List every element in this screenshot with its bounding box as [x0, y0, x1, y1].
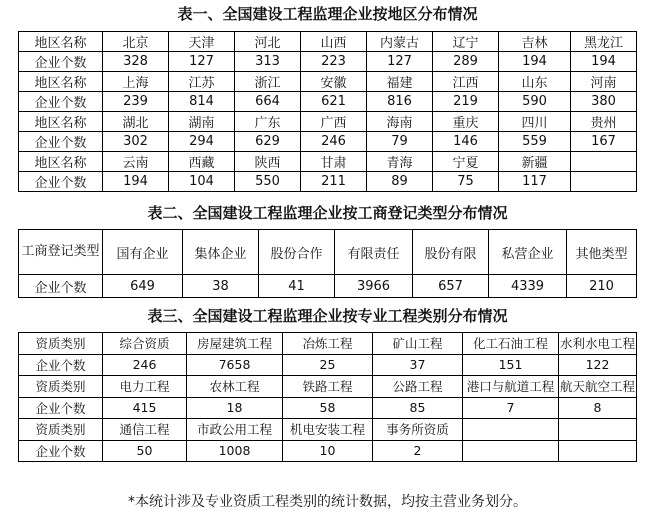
count-cell: 210	[567, 275, 637, 298]
region-count-cell: 79	[367, 132, 433, 152]
qualification-type-cell: 公路工程	[373, 376, 463, 398]
region-name-cell: 山西	[301, 32, 367, 52]
qualification-count-cell: 18	[187, 397, 283, 419]
region-count-row	[19, 92, 637, 112]
row-label-cell: 企业个数	[19, 172, 103, 192]
region-count-cell: 550	[235, 172, 301, 192]
region-count-cell: 219	[433, 92, 499, 112]
region-name-cell: 辽宁	[433, 32, 499, 52]
region-count-cell: 89	[367, 172, 433, 192]
region-name-cell: 上海	[103, 72, 169, 92]
region-name-row	[19, 152, 637, 172]
type-cell: 国有企业	[103, 230, 183, 275]
qualification-count-cell: 37	[373, 354, 463, 376]
qualification-count-cell: 246	[103, 354, 187, 376]
region-name-cell: 湖北	[103, 112, 169, 132]
row-label-cell: 地区名称	[19, 32, 103, 52]
row-label-cell: 地区名称	[19, 72, 103, 92]
row-label-cell: 企业个数	[19, 354, 103, 376]
region-name-cell: 江西	[433, 72, 499, 92]
qualification-type-cell: 房屋建筑工程	[187, 333, 283, 355]
qualification-type-cell: 水利水电工程	[559, 333, 637, 355]
row-label-cell: 企业个数	[19, 440, 103, 462]
row-label-cell: 资质类别	[19, 376, 103, 398]
row-label-cell: 企业个数	[19, 92, 103, 112]
qualification-count-cell	[559, 440, 637, 462]
region-count-cell: 146	[433, 132, 499, 152]
region-name-cell: 黑龙江	[571, 32, 637, 52]
qualification-count-cell: 8	[559, 397, 637, 419]
type-cell: 集体企业	[183, 230, 259, 275]
region-count-cell: 127	[367, 52, 433, 72]
region-count-cell: 313	[235, 52, 301, 72]
region-count-cell: 664	[235, 92, 301, 112]
region-count-cell: 294	[169, 132, 235, 152]
region-name-cell: 内蒙古	[367, 32, 433, 52]
type-cell: 私营企业	[489, 230, 567, 275]
region-count-cell: 328	[103, 52, 169, 72]
region-count-cell: 194	[571, 52, 637, 72]
type-cell: 有限责任	[335, 230, 413, 275]
region-count-cell: 559	[499, 132, 571, 152]
qualification-count-row	[19, 354, 637, 376]
region-count-cell: 816	[367, 92, 433, 112]
qualification-type-cell: 农林工程	[187, 376, 283, 398]
qualification-type-row	[19, 333, 637, 355]
qualification-count-cell: 25	[283, 354, 373, 376]
region-name-cell: 福建	[367, 72, 433, 92]
qualification-type-row	[19, 419, 637, 441]
qualification-type-cell: 机电安装工程	[283, 419, 373, 441]
region-name-cell: 安徽	[301, 72, 367, 92]
count-cell: 3966	[335, 275, 413, 298]
region-count-cell: 380	[571, 92, 637, 112]
region-name-cell: 广西	[301, 112, 367, 132]
region-name-cell: 甘肃	[301, 152, 367, 172]
table2-title: 表二、全国建设工程监理企业按工商登记类型分布情况	[147, 204, 508, 222]
qualification-type-cell: 事务所资质	[373, 419, 463, 441]
region-count-cell: 621	[301, 92, 367, 112]
region-name-cell: 重庆	[433, 112, 499, 132]
qualification-count-row	[19, 440, 637, 462]
region-name-cell: 宁夏	[433, 152, 499, 172]
qualification-count-cell	[463, 440, 559, 462]
type-cell: 股份合作	[259, 230, 335, 275]
region-count-cell: 117	[499, 172, 571, 192]
qualification-type-cell: 铁路工程	[283, 376, 373, 398]
region-count-row	[19, 52, 637, 72]
region-name-cell: 青海	[367, 152, 433, 172]
region-name-cell: 江苏	[169, 72, 235, 92]
region-count-cell: 246	[301, 132, 367, 152]
table3-title: 表三、全国建设工程监理企业按专业工程类别分布情况	[147, 307, 508, 325]
row-label-cell: 地区名称	[19, 152, 103, 172]
count-label-cell: 企业个数	[19, 275, 103, 298]
region-name-cell: 天津	[169, 32, 235, 52]
row-label-cell: 资质类别	[19, 333, 103, 355]
region-name-row	[19, 72, 637, 92]
qualification-type-cell: 冶炼工程	[283, 333, 373, 355]
region-name-cell: 北京	[103, 32, 169, 52]
qualification-count-cell: 122	[559, 354, 637, 376]
count-cell: 4339	[489, 275, 567, 298]
region-name-cell: 西藏	[169, 152, 235, 172]
region-name-cell: 河北	[235, 32, 301, 52]
region-count-cell: 167	[571, 132, 637, 152]
row-label-cell: 资质类别	[19, 419, 103, 441]
region-name-row	[19, 32, 637, 52]
qualification-count-cell: 85	[373, 397, 463, 419]
qualification-type-cell: 市政公用工程	[187, 419, 283, 441]
region-name-cell: 广东	[235, 112, 301, 132]
region-name-cell: 新疆	[499, 152, 571, 172]
region-name-cell: 云南	[103, 152, 169, 172]
region-count-cell: 814	[169, 92, 235, 112]
region-name-row	[19, 112, 637, 132]
row-label-cell: 企业个数	[19, 132, 103, 152]
region-name-cell: 海南	[367, 112, 433, 132]
qualification-type-cell: 港口与航道工程	[463, 376, 559, 398]
region-count-cell: 194	[103, 172, 169, 192]
type-cell: 其他类型	[567, 230, 637, 275]
qualification-type-cell: 矿山工程	[373, 333, 463, 355]
qualification-count-cell: 58	[283, 397, 373, 419]
region-name-cell	[571, 152, 637, 172]
region-name-cell: 贵州	[571, 112, 637, 132]
qualification-type-cell: 航天航空工程	[559, 376, 637, 398]
type-header-cell: 工商登记类型	[19, 230, 103, 275]
qualification-type-cell: 电力工程	[103, 376, 187, 398]
region-name-cell: 吉林	[499, 32, 571, 52]
region-count-cell: 590	[499, 92, 571, 112]
region-count-cell: 223	[301, 52, 367, 72]
qualification-count-cell: 7658	[187, 354, 283, 376]
region-count-cell: 104	[169, 172, 235, 192]
qualification-count-cell: 415	[103, 397, 187, 419]
qualification-type-cell: 化工石油工程	[463, 333, 559, 355]
qualification-type-cell	[463, 419, 559, 441]
registration-type-table	[18, 229, 637, 298]
region-name-cell: 陕西	[235, 152, 301, 172]
region-count-cell: 127	[169, 52, 235, 72]
type-cell: 股份有限	[413, 230, 489, 275]
region-count-row	[19, 132, 637, 152]
region-name-cell: 河南	[571, 72, 637, 92]
row-label-cell: 企业个数	[19, 52, 103, 72]
region-name-cell: 湖南	[169, 112, 235, 132]
count-cell: 657	[413, 275, 489, 298]
region-count-cell: 302	[103, 132, 169, 152]
qualification-type-cell	[559, 419, 637, 441]
region-table	[18, 31, 637, 192]
qualification-count-cell: 50	[103, 440, 187, 462]
qualification-count-cell: 10	[283, 440, 373, 462]
region-count-cell: 289	[433, 52, 499, 72]
count-cell: 38	[183, 275, 259, 298]
region-count-row	[19, 172, 637, 192]
region-count-cell: 629	[235, 132, 301, 152]
region-name-cell: 浙江	[235, 72, 301, 92]
footnote: *本统计涉及专业资质工程类别的统计数据，均按主营业务划分。	[128, 494, 527, 510]
qualification-count-cell: 151	[463, 354, 559, 376]
region-count-cell: 239	[103, 92, 169, 112]
region-count-cell: 194	[499, 52, 571, 72]
region-name-cell: 四川	[499, 112, 571, 132]
count-cell: 649	[103, 275, 183, 298]
qualification-type-cell: 通信工程	[103, 419, 187, 441]
region-count-cell: 75	[433, 172, 499, 192]
region-count-cell: 211	[301, 172, 367, 192]
row-label-cell: 企业个数	[19, 397, 103, 419]
qualification-count-cell: 1008	[187, 440, 283, 462]
qualification-type-cell: 综合资质	[103, 333, 187, 355]
qualification-type-row	[19, 376, 637, 398]
table1-title: 表一、全国建设工程监理企业按地区分布情况	[177, 5, 478, 23]
count-cell: 41	[259, 275, 335, 298]
qualification-count-row	[19, 397, 637, 419]
row-label-cell: 地区名称	[19, 112, 103, 132]
region-name-cell: 山东	[499, 72, 571, 92]
qualification-count-cell: 7	[463, 397, 559, 419]
qualification-table	[18, 332, 637, 462]
qualification-count-cell: 2	[373, 440, 463, 462]
region-count-cell	[571, 172, 637, 192]
